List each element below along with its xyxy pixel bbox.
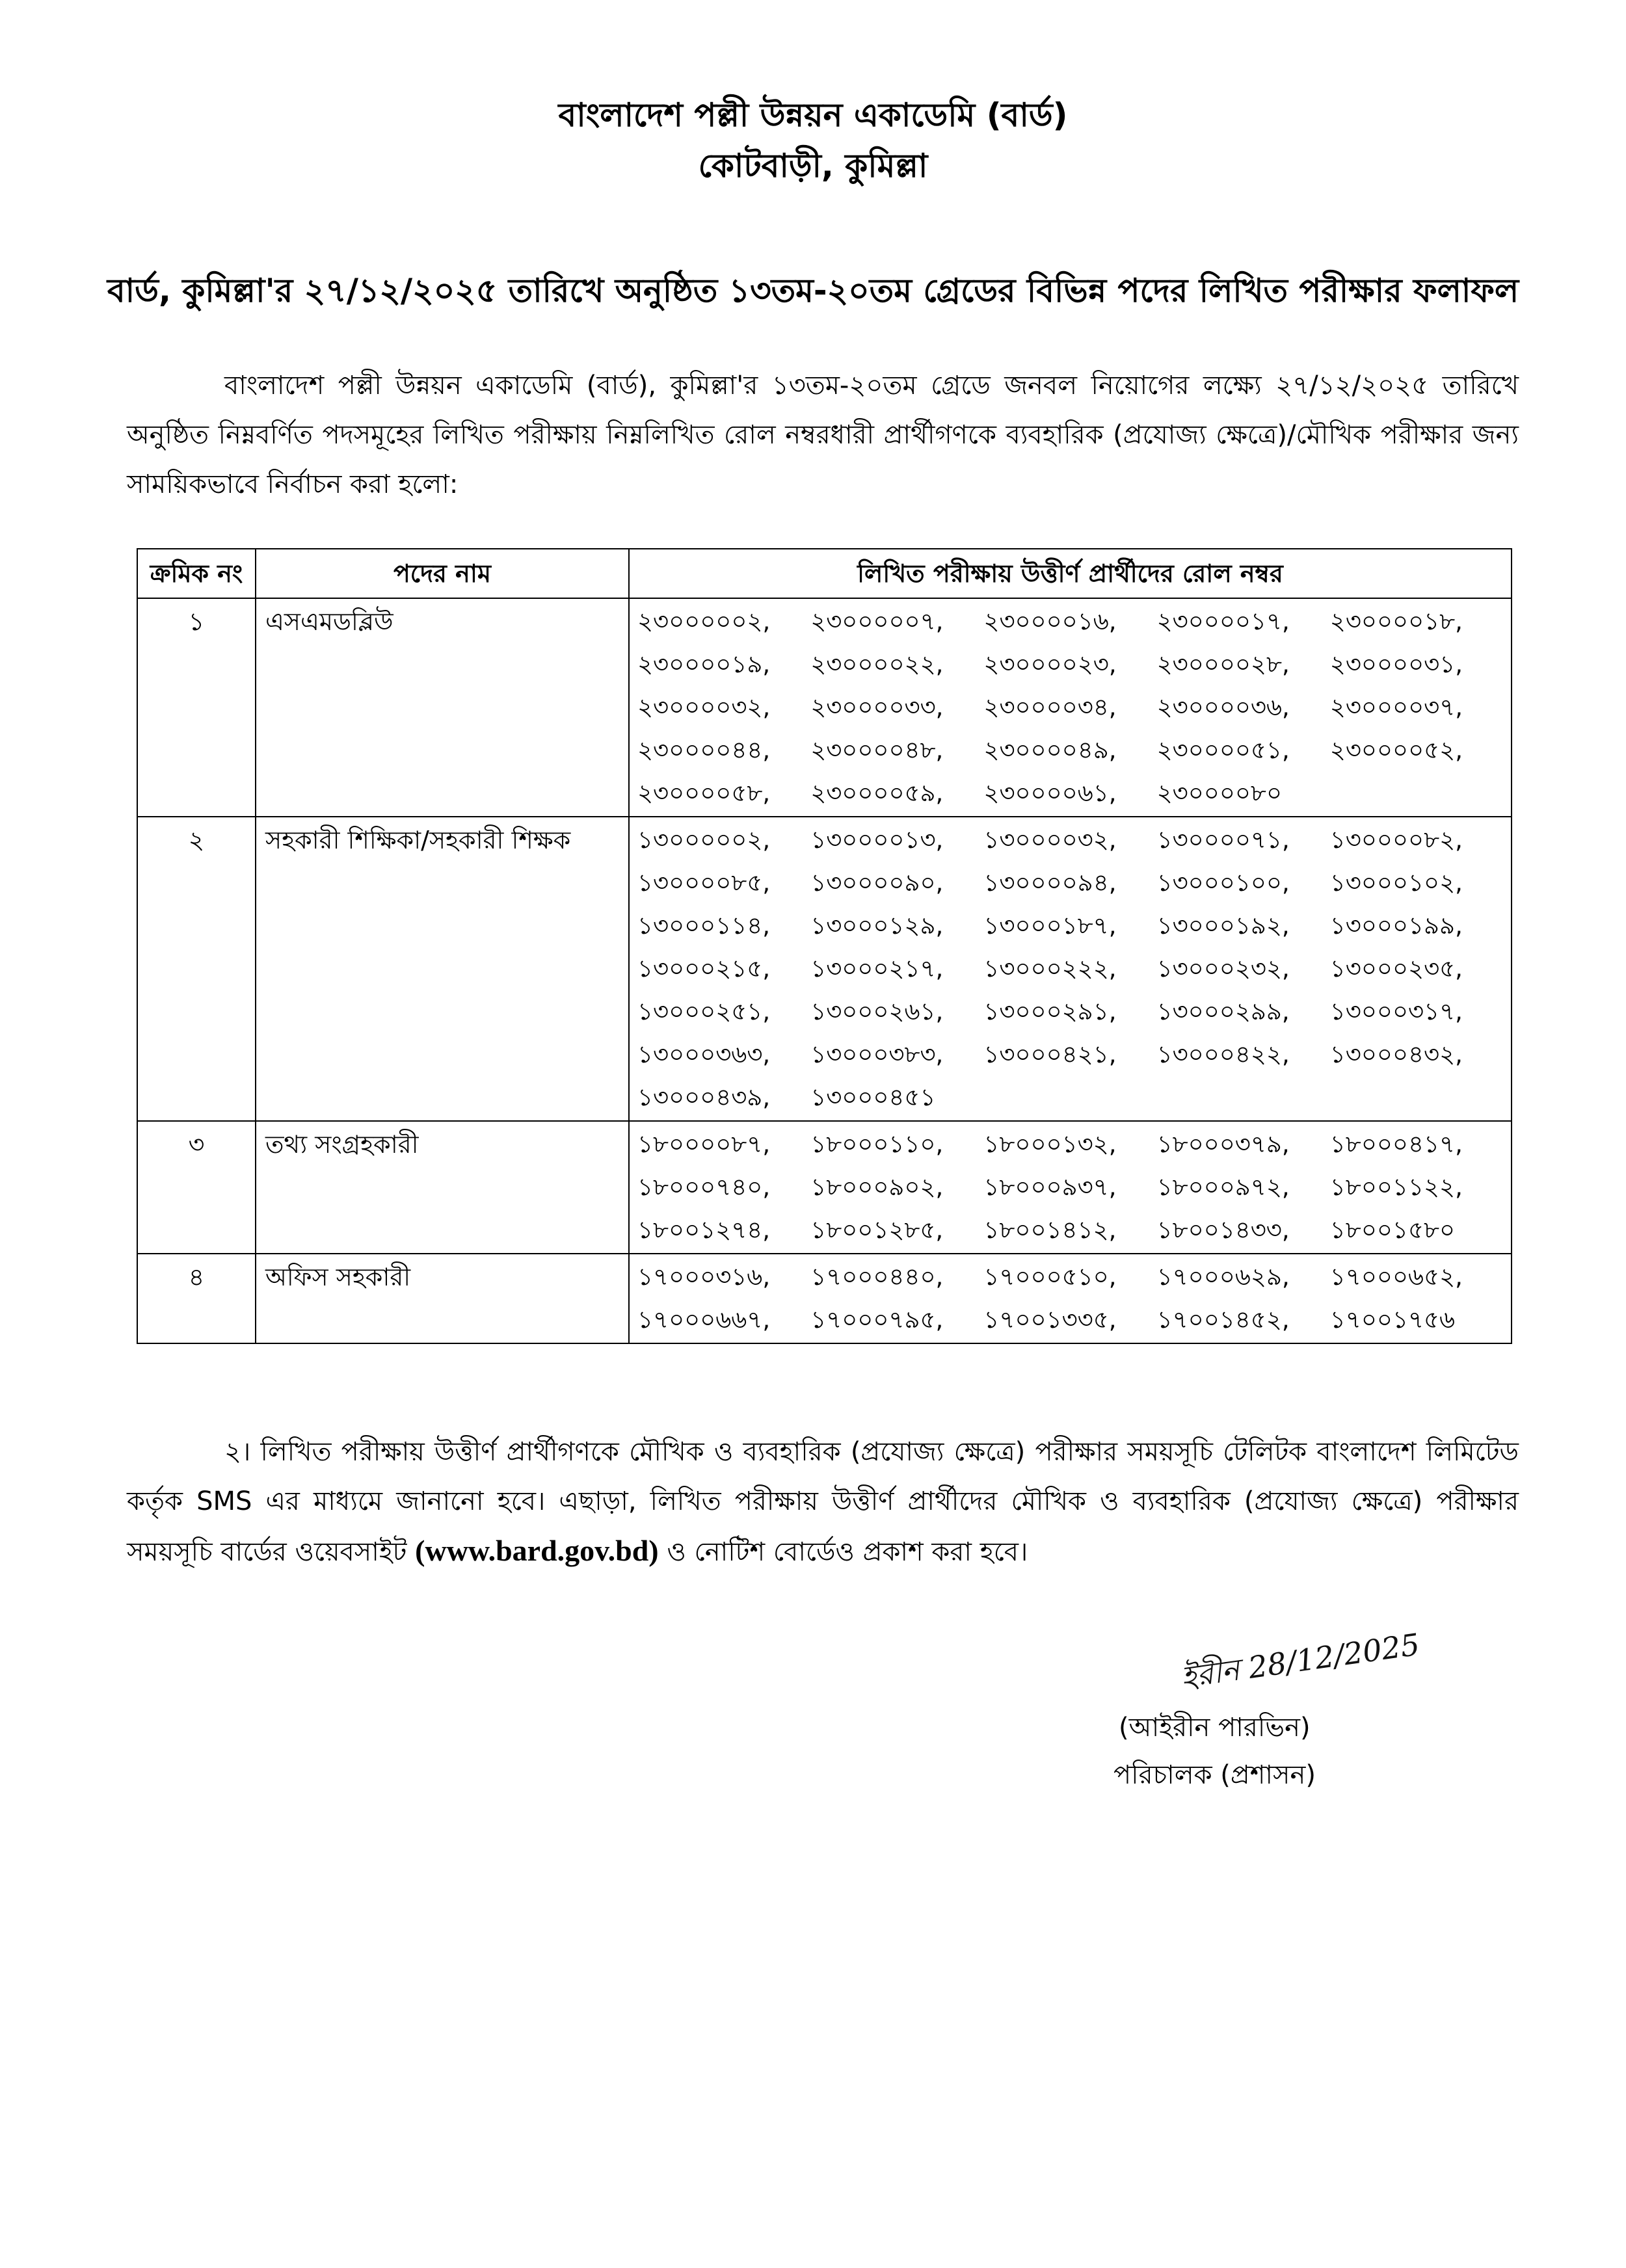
row-post-name: এসএমডব্লিউ — [256, 598, 629, 817]
row-post-name: তথ্য সংগ্রহকারী — [256, 1121, 629, 1254]
note-paragraph — [127, 1427, 1519, 1577]
row-roll-numbers — [629, 598, 1512, 817]
roll-number-grid — [637, 1123, 1503, 1252]
roll-number-grid — [637, 819, 1503, 1119]
roll-number: ১৮০০০১৩২, — [983, 1130, 1117, 1158]
roll-number: ২৩০০০০৩২, — [637, 693, 771, 721]
roll-number: ১৭০০০৪৪০, — [810, 1263, 944, 1291]
roll-number: ২৩০০০০০২, — [637, 607, 771, 635]
roll-number: ২৩০০০০৩৬, — [1156, 693, 1290, 721]
roll-number: ২৩০০০০৩১, — [1329, 650, 1463, 678]
row-serial: ৩ — [137, 1121, 256, 1254]
roll-number: ১৮০০০৭৪০, — [637, 1173, 771, 1201]
header-serial: ক্রমিক নং — [137, 549, 256, 598]
roll-number: ২৩০০০০৫২, — [1329, 736, 1463, 764]
roll-number: ১৮০০১১২২, — [1329, 1173, 1463, 1201]
roll-number: ১৩০০০১১৪, — [637, 912, 771, 940]
roll-number: ২৩০০০০২২, — [810, 650, 944, 678]
roll-number: ১৮০০০১১০, — [810, 1130, 944, 1158]
row-serial: ১ — [137, 598, 256, 817]
roll-number: ১৩০০০১০২, — [1329, 869, 1463, 897]
roll-number: ১৮০০১৪৩৩, — [1156, 1216, 1290, 1244]
roll-number: ১৮০০১৪১২, — [983, 1216, 1117, 1244]
roll-number: ১৩০০০৪৩২, — [1329, 1040, 1463, 1068]
row-serial: ২ — [137, 817, 256, 1121]
roll-number: ১৩০০০০৩২, — [983, 826, 1117, 854]
row-post-name: অফিস সহকারী — [256, 1254, 629, 1343]
roll-number: ১৩০০০৩৬৩, — [637, 1040, 771, 1068]
website-url: (www.bard.gov.bd) — [415, 1534, 659, 1567]
roll-number: ১৩০০০২১৭, — [810, 955, 944, 982]
roll-number: ১৩০০০৪৩৯, — [637, 1083, 771, 1111]
roll-number: ১৩০০০২৯১, — [983, 997, 1117, 1025]
roll-number: ১৩০০০৩১৭, — [1329, 997, 1463, 1025]
roll-number: ১৩০০০২৩২, — [1156, 955, 1290, 982]
roll-number: ২৩০০০০৮০ — [1156, 779, 1283, 807]
roll-number: ১৭০০০৬৬৭, — [637, 1306, 771, 1334]
roll-number: ২৩০০০০০৭, — [810, 607, 944, 635]
roll-number: ১৩০০০১২৯, — [810, 912, 944, 940]
note-text-end: ও নোটিশ বোর্ডেও প্রকাশ করা হবে। — [667, 1537, 1028, 1567]
roll-number: ১৮০০১৫৮০ — [1329, 1216, 1456, 1244]
roll-number: ১৮০০০৩৭৯, — [1156, 1130, 1290, 1158]
table-row — [137, 1121, 1512, 1254]
signatory-name: (আইরীন পারভিন) — [1119, 1713, 1311, 1743]
roll-number: ১৮০০০০৮৭, — [637, 1130, 771, 1158]
roll-number: ১৭০০১৪৫২, — [1156, 1306, 1290, 1334]
roll-number: ১৩০০০০৯০, — [810, 869, 944, 897]
roll-number: ২৩০০০০৩৪, — [983, 693, 1117, 721]
roll-number: ২৩০০০০১৯, — [637, 650, 771, 678]
roll-number: ১৮০০০৯৭২, — [1156, 1173, 1290, 1201]
roll-number: ১৭০০০৬৫২, — [1329, 1263, 1463, 1291]
roll-number: ১৩০০০০১৩, — [810, 826, 944, 854]
organization-address: কোটবাড়ী, কুমিল্লা — [698, 147, 928, 185]
roll-number-grid — [637, 1256, 1503, 1341]
roll-number: ২৩০০০০৬১, — [983, 779, 1117, 807]
row-post-name: সহকারী শিক্ষিকা/সহকারী শিক্ষক — [256, 817, 629, 1121]
roll-number: ১৭০০১৩৩৫, — [983, 1306, 1117, 1334]
header-roll-numbers: লিখিত পরীক্ষায় উত্তীর্ণ প্রার্থীদের রোল নম্বর — [629, 549, 1512, 598]
roll-number: ১৩০০০০৯৪, — [983, 869, 1117, 897]
table-row — [137, 598, 1512, 817]
table-header-row — [137, 549, 1512, 598]
roll-number: ২৩০০০০৫১, — [1156, 736, 1290, 764]
roll-number: ১৩০০০১০০, — [1156, 869, 1290, 897]
roll-number: ১৩০০০৪২২, — [1156, 1040, 1290, 1068]
table-row — [137, 817, 1512, 1121]
roll-number: ২৩০০০০৪৯, — [983, 736, 1117, 764]
roll-number: ১৩০০০২১৫, — [637, 955, 771, 982]
roll-number: ১৩০০০০০২, — [637, 826, 771, 854]
roll-number: ১৮০০০৯৩৭, — [983, 1173, 1117, 1201]
roll-number: ১৩০০০০৮৫, — [637, 869, 771, 897]
roll-number: ১৩০০০২৬১, — [810, 997, 944, 1025]
table-row — [137, 1254, 1512, 1343]
roll-number: ১৮০০১২৮৫, — [810, 1216, 944, 1244]
row-serial: ৪ — [137, 1254, 256, 1343]
roll-number: ১৭০০০৫১০, — [983, 1263, 1117, 1291]
roll-number: ২৩০০০০৩৩, — [810, 693, 944, 721]
roll-number: ১৩০০০৩৮৩, — [810, 1040, 944, 1068]
header-post-name: পদের নাম — [256, 549, 629, 598]
row-roll-numbers — [629, 817, 1512, 1121]
intro-paragraph: বাংলাদেশ পল্লী উন্নয়ন একাডেমি (বার্ড), কুমিল্লা'র ১৩তম-২০তম গ্রেডে জনবল নিয়োগের লক্ষ্যে ২৭/১২/২০২৫ তারিখে অনুষ্ঠিত নিম্নবর্ণিত পদসমূহের লিখিত পরীক্ষায় নিম্নলিখিত রোল নম্বরধারী প্রার্থীগণকে ব্যবহারিক (প্রযোজ্য ক্ষেত্রে)/মৌখিক পরীক্ষার জন্য সাময়িকভাবে নির্বাচন করা হলো: — [127, 371, 1519, 499]
note-text: ২। লিখিত পরীক্ষায় উত্তীর্ণ প্রার্থীগণকে মৌখিক ও ব্যবহারিক (প্রযোজ্য ক্ষেত্রে) পরীক্ষার সময়সূচি টেলিটক বাংলাদেশ লিমিটেড কর্তৃক SMS এর মাধ্যমে জানানো হবে। এছাড়া, লিখিত পরীক্ষায় উত্তীর্ণ প্রার্থীদের মৌখিক ও ব্যবহারিক (প্রযোজ্য ক্ষেত্রে) পরীক্ষার সময়সূচি বার্ডের ওয়েবসাইট — [127, 1437, 1519, 1567]
roll-number: ১৩০০০০৮২, — [1329, 826, 1463, 854]
roll-number: ২৩০০০০৪৪, — [637, 736, 771, 764]
roll-number: ২৩০০০০২৮, — [1156, 650, 1290, 678]
roll-number: ২৩০০০০৫৯, — [810, 779, 944, 807]
roll-number-grid — [637, 600, 1503, 815]
roll-number: ২৩০০০০১৮, — [1329, 607, 1463, 635]
roll-number: ১৩০০০২৯৯, — [1156, 997, 1290, 1025]
roll-number: ১৩০০০২২২, — [983, 955, 1117, 982]
row-roll-numbers — [629, 1254, 1512, 1343]
roll-number: ২৩০০০০১৬, — [983, 607, 1117, 635]
document-title: বার্ড, কুমিল্লা'র ২৭/১২/২০২৫ তারিখে অনুষ্ঠিত ১৩তম-২০তম গ্রেডের বিভিন্ন পদের লিখিত পরীক্ষার ফলাফল — [107, 272, 1519, 310]
roll-number: ১৩০০০৪২১, — [983, 1040, 1117, 1068]
roll-number: ১৩০০০১৮৭, — [983, 912, 1117, 940]
roll-number: ২৩০০০০১৭, — [1156, 607, 1290, 635]
roll-number: ১৮০০১২৭৪, — [637, 1216, 771, 1244]
roll-number: ২৩০০০০৫৮, — [637, 779, 771, 807]
row-roll-numbers — [629, 1121, 1512, 1254]
roll-number: ১৭০০০৩১৬, — [637, 1263, 771, 1291]
roll-number: ২৩০০০০৪৮, — [810, 736, 944, 764]
roll-number: ১৩০০০০৭১, — [1156, 826, 1290, 854]
roll-number: ১৩০০০১৯২, — [1156, 912, 1290, 940]
roll-number: ১৮০০০৪১৭, — [1329, 1130, 1463, 1158]
roll-number: ১৭০০০৭৯৫, — [810, 1306, 944, 1334]
roll-number: ১৩০০০২৫১, — [637, 997, 771, 1025]
roll-number: ২৩০০০০২৩, — [983, 650, 1117, 678]
result-table-body — [137, 598, 1512, 1343]
result-table — [137, 548, 1512, 1344]
roll-number: ১৩০০০২৩৫, — [1329, 955, 1463, 982]
signatory-designation: পরিচালক (প্রশাসন) — [1113, 1760, 1316, 1790]
handwritten-signature: ইরীন 28/12/2025 — [1179, 1626, 1422, 1695]
roll-number: ১৩০০০১৯৯, — [1329, 912, 1463, 940]
organization-name: বাংলাদেশ পল্লী উন্নয়ন একাডেমি (বার্ড) — [558, 96, 1068, 134]
roll-number: ১৭০০১৭৫৬ — [1329, 1306, 1456, 1334]
roll-number: ২৩০০০০৩৭, — [1329, 693, 1463, 721]
roll-number: ১৮০০০৯০২, — [810, 1173, 944, 1201]
roll-number: ১৭০০০৬২৯, — [1156, 1263, 1290, 1291]
roll-number: ১৩০০০৪৫১ — [810, 1083, 936, 1111]
